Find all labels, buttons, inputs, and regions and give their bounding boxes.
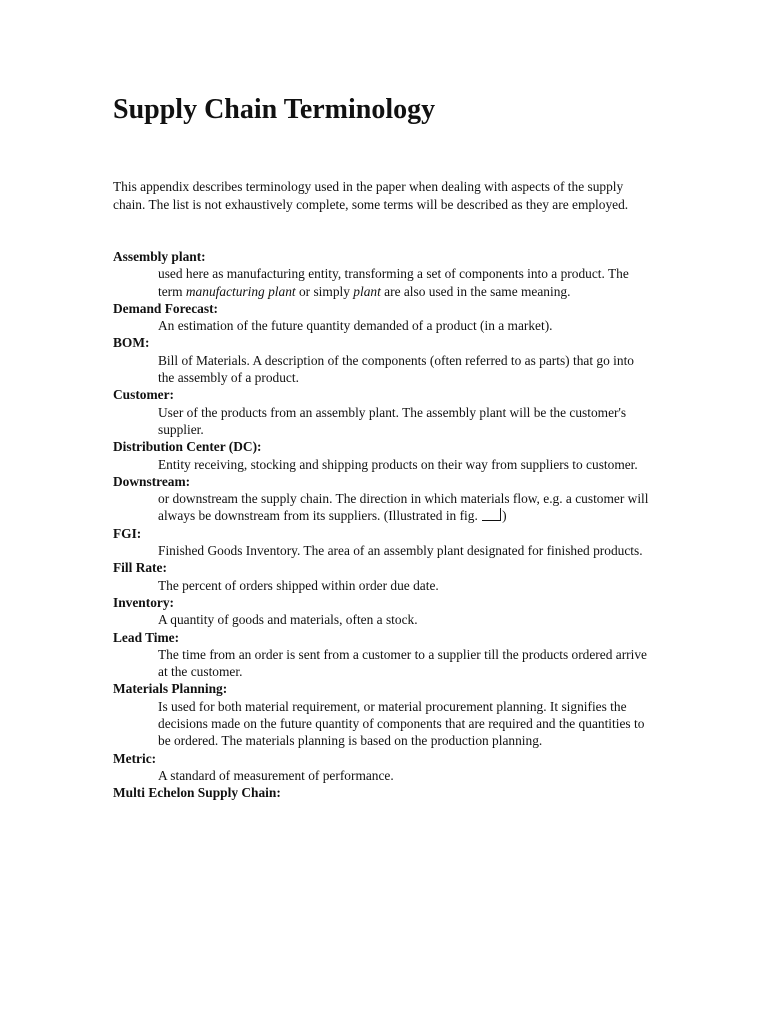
definition-text: or simply (295, 283, 354, 299)
glossary-term: Downstream: (113, 473, 191, 489)
definition-text: ) (502, 508, 507, 524)
definition-text: Is used for both material requirement, or material procurement planning. It signifies the decisions made on the future quantity of components that are required and the quantities to be ordered. The materials planning is based on the production planning. (158, 698, 645, 749)
glossary-term: Multi Echelon Supply Chain: (113, 785, 281, 801)
definition-text: or downstream the supply chain. The direction in which materials flow, e.g. a customer will always be downstream from its suppliers. (Illustrated in fig. (158, 491, 649, 524)
definition-text: An estimation of the future quantity demanded of a product (in a market). (158, 318, 553, 334)
glossary-definition (158, 698, 653, 750)
glossary-term: Inventory: (113, 594, 174, 610)
definition-text: Bill of Materials. A description of the components (often referred to as parts) that go into the assembly of a product. (158, 352, 634, 386)
glossary-term: Materials Planning: (113, 681, 228, 697)
definition-text: A quantity of goods and materials, often a stock. (158, 612, 418, 628)
glossary-definition (158, 490, 653, 525)
definition-text: User of the products from an assembly plant. The assembly plant will be the customer's supplier. (158, 404, 627, 437)
definition-text: The time from an order is sent from a customer to a supplier till the products ordered arrive at the customer. (158, 646, 647, 680)
glossary-term: Fill Rate: (113, 560, 167, 576)
glossary-term: Distribution Center (DC): (113, 439, 262, 455)
definition-italic-text: manufacturing plant (185, 283, 296, 299)
definition-italic-text: plant (353, 283, 381, 299)
definition-text: The percent of orders shipped within order due date. (158, 577, 439, 593)
definition-text: are also used in the same meaning. (380, 283, 571, 299)
glossary-definition (158, 542, 653, 559)
glossary-definition (158, 646, 653, 681)
definition-text: Finished Goods Inventory. The area of an assembly plant designated for finished products. (158, 543, 643, 559)
intro-paragraph: This appendix describes terminology used in the paper when dealing with aspects of the supply chain. The list is not exhaustively complete, some terms will be described as they are employed. (113, 179, 629, 212)
glossary-list (113, 248, 653, 802)
glossary-definition (158, 352, 653, 387)
definition-text: A standard of measurement of performance. (158, 767, 394, 783)
glossary-term: Demand Forecast: (113, 300, 218, 316)
glossary-term: Lead Time: (113, 629, 180, 645)
glossary-definition (158, 767, 653, 784)
glossary-term: BOM: (113, 335, 150, 351)
glossary-definition (158, 611, 653, 628)
glossary-term: Metric: (113, 750, 157, 766)
glossary-definition (158, 404, 653, 439)
glossary-definition (158, 317, 653, 334)
glossary-term: FGI: (113, 525, 142, 541)
glossary-term: Customer: (113, 387, 174, 403)
definition-text: Entity receiving, stocking and shipping products on their way from suppliers to customer. (158, 456, 638, 472)
figure-reference-box (482, 508, 501, 521)
definition-text: used here as manufacturing entity, transforming a set of components into a product. The term (158, 266, 629, 299)
glossary-definition (158, 265, 653, 300)
glossary-definition (158, 456, 653, 473)
glossary-definition (158, 577, 653, 594)
glossary-term: Assembly plant: (113, 249, 206, 264)
page-title: Supply Chain Terminology (113, 94, 436, 125)
